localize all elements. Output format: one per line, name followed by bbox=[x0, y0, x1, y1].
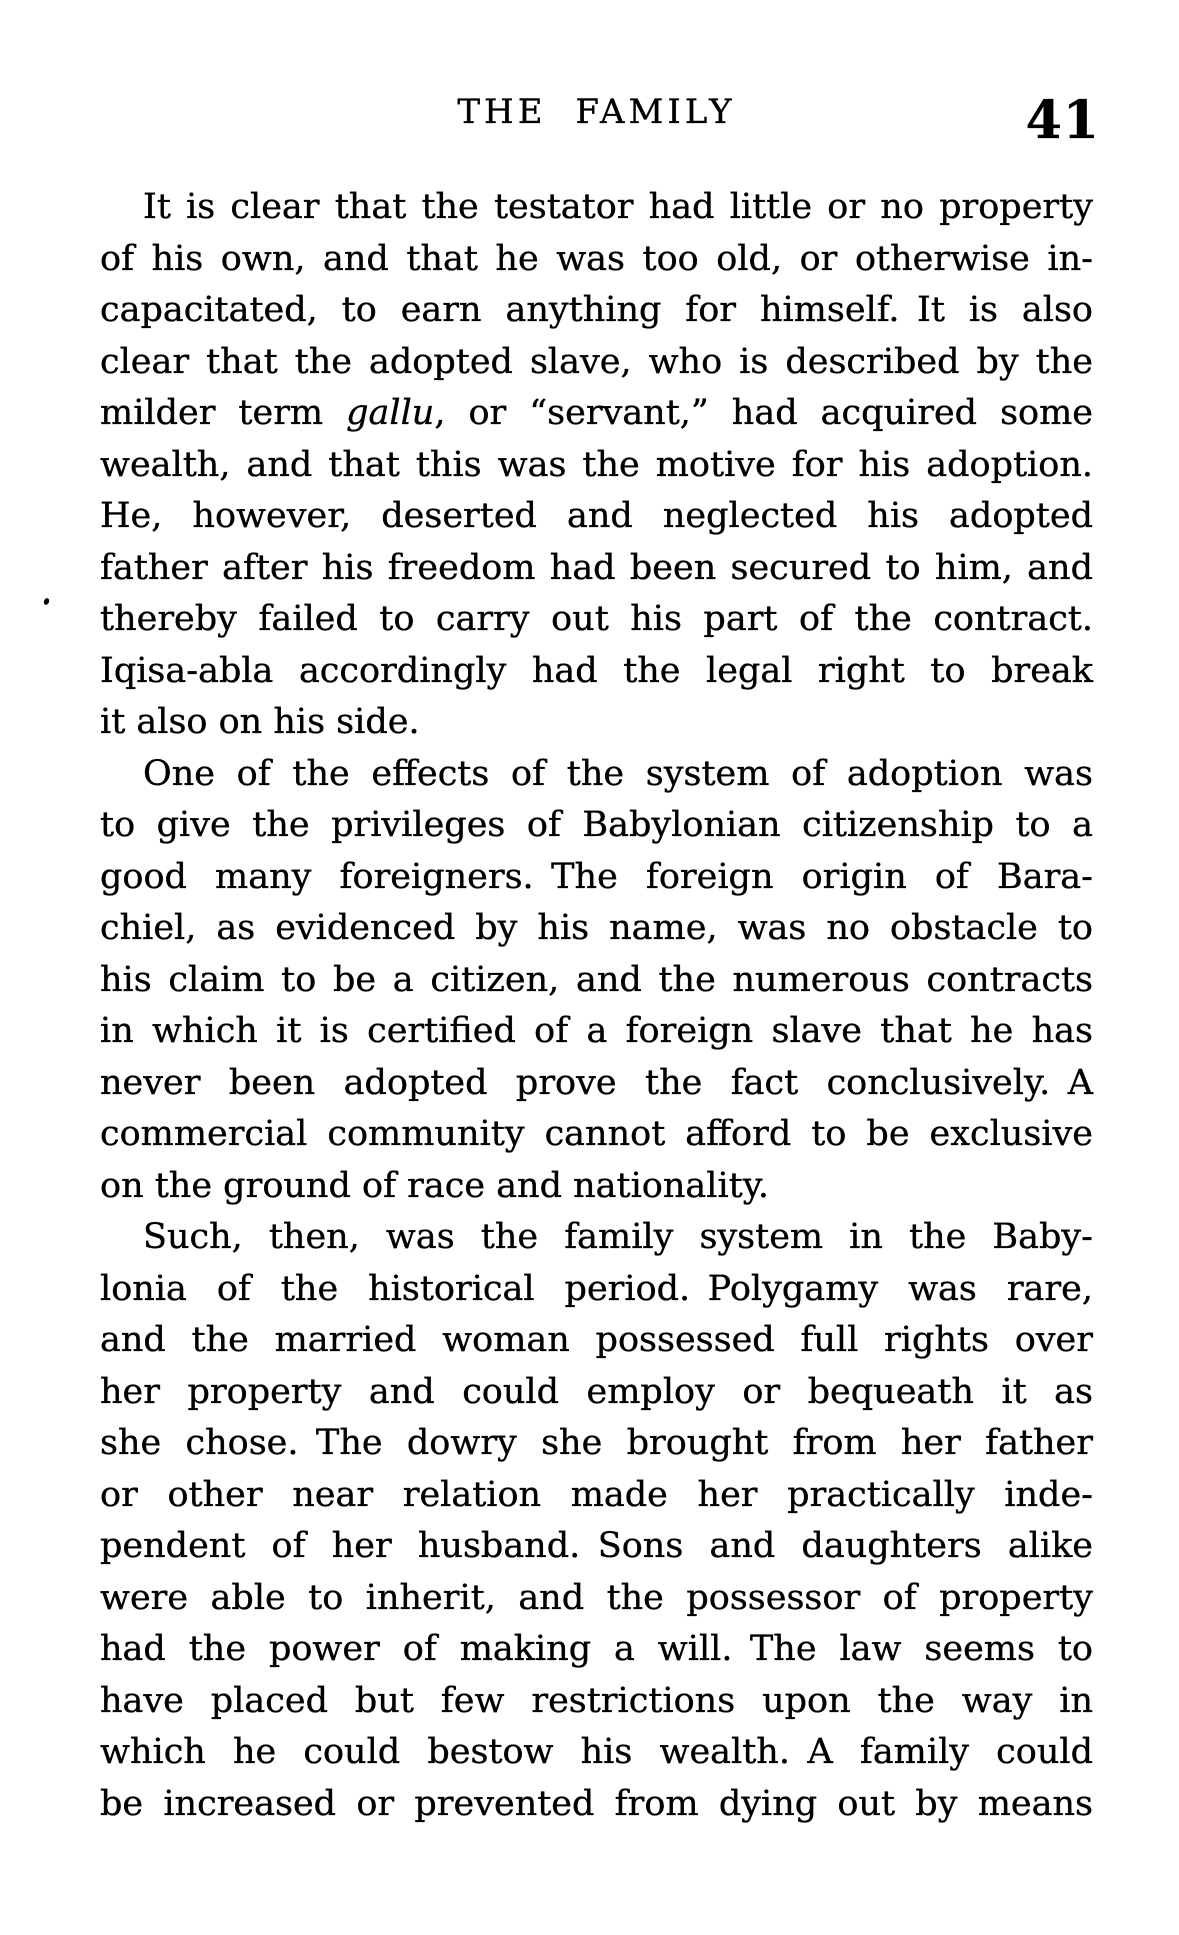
text-run: chiel, as evidenced by his name, was no obstacle to bbox=[100, 908, 1093, 948]
text-run: pendent of her husband. Sons and daughters alike bbox=[100, 1526, 1093, 1566]
text-line bbox=[100, 1727, 1093, 1779]
text-line bbox=[100, 749, 1093, 801]
text-run: were able to inherit, and the possessor of property bbox=[100, 1577, 1093, 1618]
text-run: Iqisa-abla accordingly had the legal right to break bbox=[100, 650, 1093, 691]
page-number: 41 bbox=[1025, 90, 1100, 151]
text-run: and the married woman possessed full rights over bbox=[100, 1320, 1093, 1360]
text-line bbox=[100, 491, 1093, 543]
text-line bbox=[100, 1315, 1093, 1367]
text-line bbox=[100, 285, 1093, 337]
text-line bbox=[100, 1470, 1093, 1522]
text-line bbox=[100, 440, 1093, 492]
text-line bbox=[100, 543, 1093, 595]
text-line bbox=[100, 1367, 1093, 1419]
text-line bbox=[100, 594, 1093, 646]
text-run: One of the effects of the system of adoption was bbox=[143, 753, 1093, 794]
text-line bbox=[100, 800, 1093, 852]
text-line bbox=[100, 1573, 1093, 1625]
text-run: have placed but few restrictions upon the way in bbox=[100, 1680, 1093, 1721]
body-text bbox=[100, 182, 1093, 1830]
running-header bbox=[100, 92, 1093, 132]
text-run: to give the privileges of Babylonian citizenship to a bbox=[100, 805, 1093, 845]
text-run: it also on his side. bbox=[100, 702, 420, 742]
text-line bbox=[100, 852, 1093, 904]
text-line bbox=[100, 1058, 1093, 1110]
text-run: It is clear that the testator had little or no property bbox=[143, 187, 1093, 227]
text-run: on the ground of race and nationality. bbox=[100, 1165, 769, 1206]
text-line bbox=[100, 903, 1093, 955]
text-line bbox=[100, 1264, 1093, 1316]
text-run: He, however, deserted and neglected his adopted bbox=[100, 496, 1093, 536]
text-run: of his own, and that he was too old, or otherwise in- bbox=[100, 238, 1093, 279]
text-run: in which it is certified of a foreign slave that he has bbox=[100, 1011, 1093, 1051]
text-run: wealth, and that this was the motive for his adoption. bbox=[100, 444, 1093, 485]
text-run: or other near relation made her practically inde- bbox=[100, 1474, 1093, 1515]
text-line bbox=[100, 234, 1093, 286]
text-run: capacitated, to earn anything for himself. It is also bbox=[100, 290, 1093, 330]
text-run: clear that the adopted slave, who is described by the bbox=[100, 341, 1093, 382]
text-run: had the power of making a will. The law seems to bbox=[100, 1629, 1093, 1669]
text-line bbox=[100, 1418, 1093, 1470]
text-line bbox=[100, 697, 1093, 749]
text-run: which he could bestow his wealth. A family could bbox=[100, 1732, 1093, 1772]
text-line bbox=[100, 182, 1093, 234]
text-line bbox=[100, 1006, 1093, 1058]
text-line bbox=[100, 337, 1093, 389]
text-line bbox=[100, 955, 1093, 1007]
text-run: lonia of the historical period. Polygamy was rare, bbox=[100, 1268, 1093, 1309]
text-run: her property and could employ or bequeath it as bbox=[100, 1371, 1093, 1412]
text-run: thereby failed to carry out his part of the contract. bbox=[100, 599, 1093, 639]
text-line bbox=[100, 1624, 1093, 1676]
text-line bbox=[100, 1676, 1093, 1728]
italic-term: gallu bbox=[346, 393, 435, 433]
text-run: be increased or prevented from dying out by means bbox=[100, 1783, 1093, 1824]
text-run: never been adopted prove the fact conclusively. A bbox=[100, 1062, 1093, 1103]
text-run: his claim to be a citizen, and the numerous contracts bbox=[100, 959, 1093, 1000]
text-line bbox=[100, 388, 1093, 440]
text-run: father after his freedom had been secured to him, and bbox=[100, 547, 1093, 588]
text-line bbox=[100, 646, 1093, 698]
text-line bbox=[100, 1521, 1093, 1573]
text-line bbox=[100, 1779, 1093, 1831]
text-line bbox=[100, 1161, 1093, 1213]
text-run: Such, then, was the family system in the Baby- bbox=[143, 1217, 1093, 1257]
text-run: milder term bbox=[100, 393, 347, 433]
text-run: good many foreigners. The foreign origin of Bara- bbox=[100, 856, 1093, 897]
page-title: THE FAMILY bbox=[457, 92, 736, 132]
text-line bbox=[100, 1212, 1093, 1264]
text-line bbox=[100, 1109, 1093, 1161]
ink-speck-artifact bbox=[43, 597, 50, 605]
text-run: commercial community cannot afford to be exclusive bbox=[100, 1114, 1093, 1154]
text-run: , or “servant,” had acquired some bbox=[434, 393, 1094, 433]
text-run: she chose. The dowry she brought from her father bbox=[100, 1423, 1093, 1463]
